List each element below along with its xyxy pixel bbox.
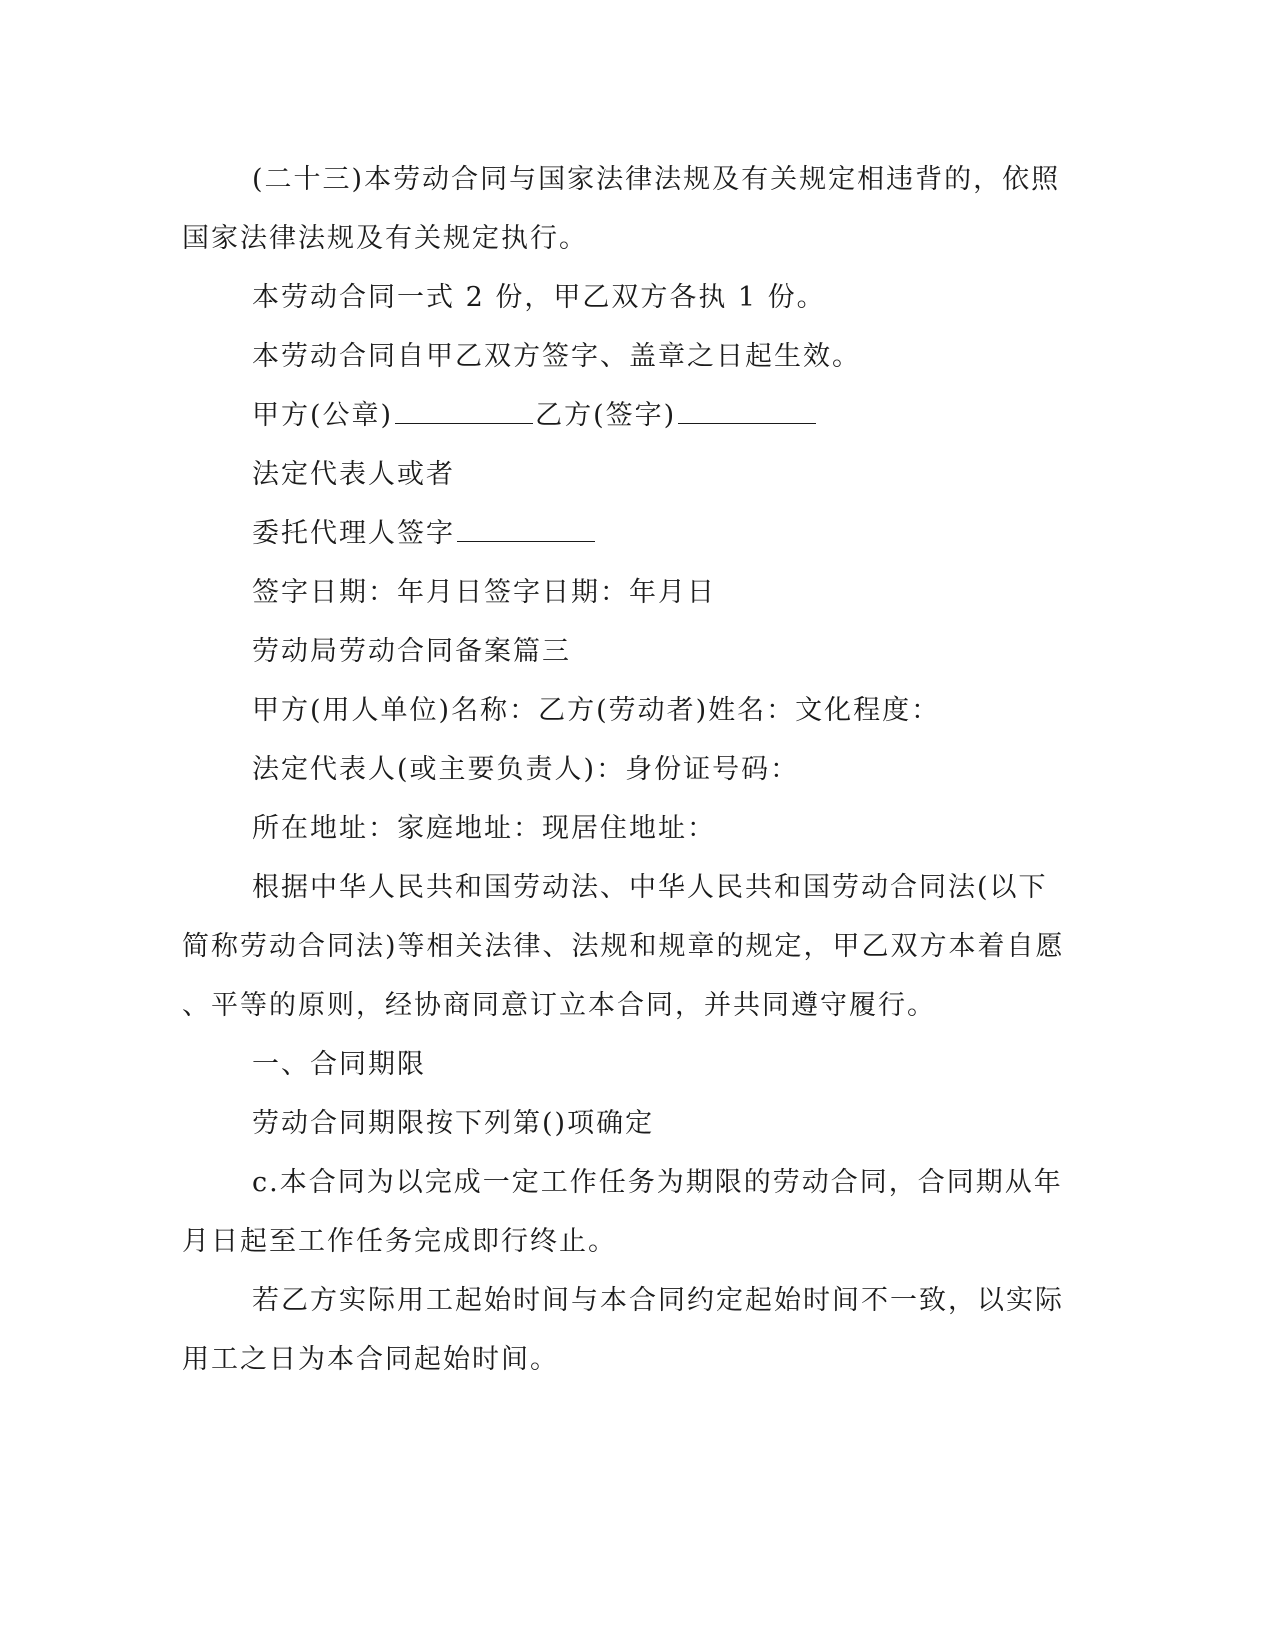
paragraph-line: 根据中华人民共和国劳动法、中华人民共和国劳动合同法(以下 bbox=[252, 872, 1048, 903]
agent-signature-blank bbox=[457, 540, 595, 542]
paragraph-line: 月日起至工作任务完成即行终止。 bbox=[182, 1226, 617, 1257]
paragraph-line: 劳动合同期限按下列第()项确定 bbox=[252, 1108, 655, 1139]
paragraph-line: 所在地址：家庭地址：现居住地址： bbox=[252, 813, 716, 844]
party-a-seal-label: 甲方(公章) bbox=[252, 400, 394, 431]
paragraph-line: (二十三)本劳动合同与国家法律法规及有关规定相违背的，依照 bbox=[252, 164, 1061, 195]
paragraph-line: 用工之日为本合同起始时间。 bbox=[182, 1344, 559, 1375]
section-heading: 劳动局劳动合同备案篇三 bbox=[252, 636, 571, 667]
paragraph-line: 简称劳动合同法)等相关法律、法规和规章的规定，甲乙双方本着自愿 bbox=[182, 931, 1065, 962]
paragraph-line: 本劳动合同自甲乙双方签字、盖章之日起生效。 bbox=[252, 341, 861, 372]
paragraph-line: 法定代表人或者 bbox=[252, 459, 455, 490]
paragraph-line: 甲方(用人单位)名称：乙方(劳动者)姓名：文化程度： bbox=[252, 695, 941, 726]
party-b-signature-label: 乙方(签字) bbox=[535, 400, 677, 431]
paragraph-line: 本劳动合同一式 2 份，甲乙双方各执 1 份。 bbox=[252, 282, 826, 313]
signature-line bbox=[182, 386, 1032, 445]
agent-signature-line bbox=[182, 504, 1032, 563]
paragraph-line: 、平等的原则，经协商同意订立本合同，并共同遵守履行。 bbox=[182, 990, 936, 1021]
section-heading: 一、合同期限 bbox=[252, 1049, 426, 1080]
paragraph-line: c.本合同为以完成一定工作任务为期限的劳动合同，合同期从年 bbox=[252, 1167, 1063, 1198]
party-b-signature-blank bbox=[678, 422, 816, 424]
agent-signature-label: 委托代理人签字 bbox=[252, 518, 455, 549]
document-body bbox=[182, 150, 1065, 1389]
party-a-seal-blank bbox=[395, 422, 533, 424]
paragraph-line: 国家法律法规及有关规定执行。 bbox=[182, 223, 588, 254]
paragraph-line: 签字日期：年月日签字日期：年月日 bbox=[252, 577, 716, 608]
paragraph-line: 若乙方实际用工起始时间与本合同约定起始时间不一致，以实际 bbox=[252, 1285, 1064, 1316]
paragraph-line: 法定代表人(或主要负责人)：身份证号码： bbox=[252, 754, 800, 785]
